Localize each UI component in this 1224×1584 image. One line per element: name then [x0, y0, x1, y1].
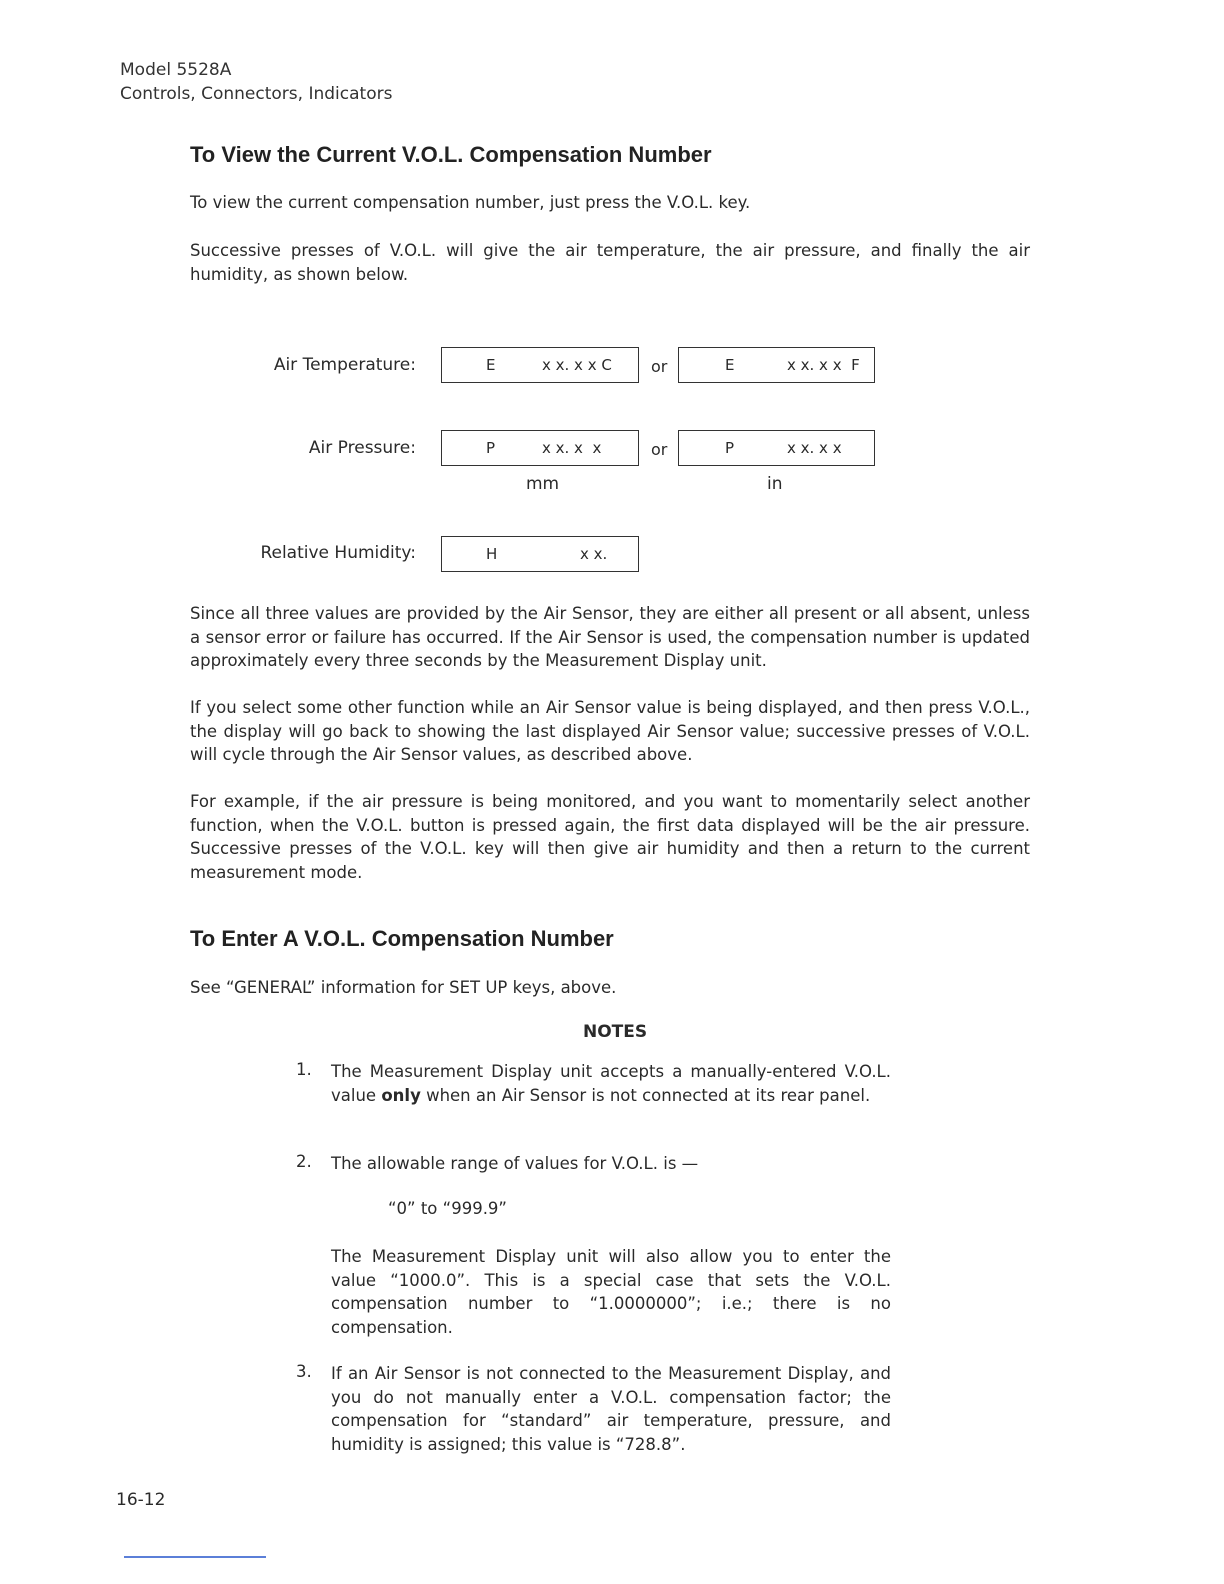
- page-number: 16-12: [116, 1490, 166, 1510]
- display-prefix: P: [486, 439, 496, 457]
- paragraph: Since all three values are provided by the Air Sensor, they are either all present or all absent, unless a sensor error or failure has occurred. If the Air Sensor is used, the compensation number is updated approximately every three seconds by the Measurement Display unit.: [190, 604, 1030, 670]
- chapter-label: Controls, Connectors, Indicators: [120, 84, 393, 104]
- display-value: x x. x x: [787, 439, 842, 457]
- display-value: x x. x x C: [542, 356, 612, 374]
- note-2-detail: The Measurement Display unit will also allow you to enter the value “1000.0”. This is a special case that sets the V.O.L. compensation number to “1.0000000”; i.e.; there is no compensation.: [331, 1247, 891, 1337]
- unit-in: in: [767, 474, 783, 494]
- air-temperature-label: Air Temperature:: [273, 355, 416, 375]
- model-label: Model 5528A: [120, 60, 232, 80]
- paragraph: Successive presses of V.O.L. will give the air temperature, the air pressure, and finally the air humidity, as shown below.: [190, 241, 1030, 284]
- notes-title: NOTES: [583, 1022, 648, 1042]
- paragraph: See “GENERAL” information for SET UP keys, above.: [190, 978, 617, 997]
- paragraph: To view the current compensation number, just press the V.O.L. key.: [190, 193, 751, 212]
- range-text: “0” to “999.9”: [388, 1199, 507, 1218]
- note-3: If an Air Sensor is not connected to the Measurement Display, and you do not manually enter a V.O.L. compensation factor; the compensation for “standard” air temperature, pressure, and humidity is assigned; this value is “728.8”.: [331, 1364, 891, 1454]
- display-prefix: E: [725, 356, 735, 374]
- air-pressure-label: Air Pressure:: [308, 438, 416, 458]
- section-view-vol: [190, 142, 1030, 168]
- display-value: x x. x x F: [787, 356, 860, 374]
- display-prefix: E: [486, 356, 496, 374]
- display-prefix: P: [725, 439, 735, 457]
- section-title: To Enter A V.O.L. Compensation Number: [190, 926, 614, 951]
- note-2: The allowable range of values for V.O.L. is —: [331, 1154, 699, 1173]
- unit-mm: mm: [526, 474, 560, 494]
- display-box-temperature-c: [441, 347, 639, 383]
- running-header: [120, 58, 392, 106]
- note-number: 1.: [296, 1060, 312, 1079]
- note-number: 3.: [296, 1362, 312, 1381]
- section-title: To View the Current V.O.L. Compensation Number: [190, 142, 712, 167]
- display-box-humidity: [441, 536, 639, 572]
- or-text: or: [651, 357, 668, 376]
- footer-rule: [124, 1556, 266, 1558]
- display-box-temperature-f: [678, 347, 875, 383]
- paragraph: For example, if the air pressure is being monitored, and you want to momentarily select another function, when the V.O.L. button is pressed again, the first data displayed will be the air pressure. Successive presses of the V.O.L. key will then give air humidity and then a return to the current measurement mode.: [190, 792, 1030, 882]
- display-box-pressure-in: [678, 430, 875, 466]
- emphasis: only: [381, 1085, 421, 1105]
- display-box-pressure-mm: [441, 430, 639, 466]
- section-enter-vol: [190, 926, 1030, 952]
- or-text: or: [651, 440, 668, 459]
- paragraph: If you select some other function while an Air Sensor value is being displayed, and then press V.O.L., the display will go back to showing the last displayed Air Sensor value; successive presses of V.O.L. will cycle through the Air Sensor values, as described above.: [190, 698, 1030, 764]
- display-value: x x. x x: [542, 439, 602, 457]
- note-1: The Measurement Display unit accepts a manually-entered V.O.L. value only when an Air Sensor is not connected at its rear panel.: [331, 1062, 891, 1105]
- display-value: x x.: [580, 545, 608, 563]
- note-number: 2.: [296, 1152, 312, 1171]
- display-prefix: H: [486, 545, 498, 563]
- relative-humidity-label: Relative Humidity:: [260, 543, 416, 563]
